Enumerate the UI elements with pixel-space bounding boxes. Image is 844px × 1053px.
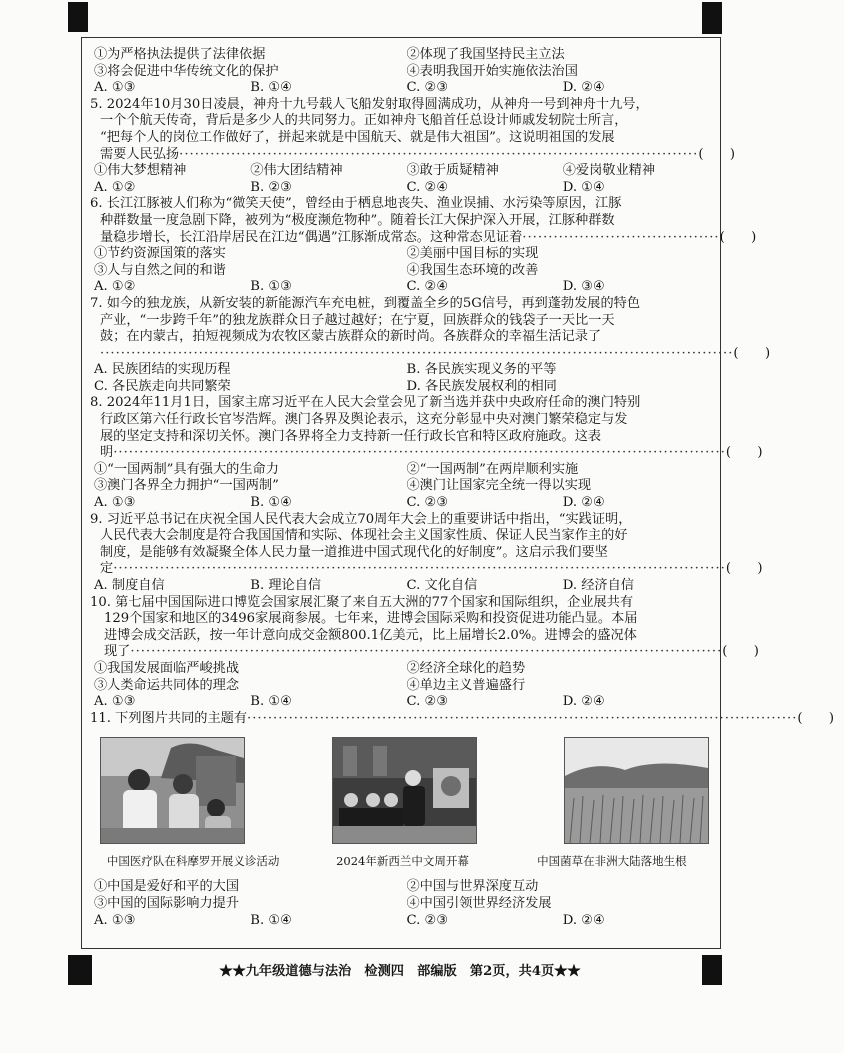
q8-answer-blank[interactable]: ( ) (725, 445, 763, 461)
caption-juncao-grass: 中国菌草在非洲大陆落地生根 (537, 854, 687, 869)
q11-choice-d: D. ②④ (562, 912, 605, 928)
photo-juncao-grass-africa (564, 737, 709, 844)
q10-choice-d: D. ②④ (562, 694, 605, 710)
q6-line-2: 种群数量一度急剧下降，被列为“极度濒危物种”。随着长江大保护深入开展，江豚种群数 (100, 212, 615, 228)
q11-photo-row (100, 737, 709, 847)
q5-stem-end: 需要人民弘扬 (100, 146, 180, 162)
q10-item-3: ③人类命运共同体的理念 (94, 677, 240, 693)
q7-line-2: 产业，“一步跨千年”的独龙族群众日子越过越好；在宁夏，回族群众的钱袋子一天比一天 (100, 312, 615, 328)
q5-choice-d: D. ①④ (562, 179, 605, 195)
q6-item-4: ④我国生态环境的改善 (406, 262, 539, 278)
q9-leader-dots: ······················································································································ (113, 561, 726, 577)
q7-answer-blank[interactable]: ( ) (733, 345, 771, 361)
q5-line-last (90, 146, 735, 164)
q6-item-2: ②美丽中国目标的实现 (406, 246, 539, 262)
q6-choice-c: C. ②④ (406, 279, 449, 295)
q10-answer-blank[interactable]: ( ) (722, 644, 759, 660)
q11-leader-dots: ·········································································································· (247, 710, 798, 726)
q10-choices (90, 694, 715, 711)
q5-line-1: 5. 2024年10月30日凌晨，神舟十九号载人飞船发射取得圆满成功，从神舟一号到神舟十九号， (90, 96, 649, 112)
q10-line-last (90, 644, 759, 661)
q5-answer-blank[interactable]: ( ) (698, 146, 735, 162)
q9-answer-blank[interactable]: ( ) (725, 561, 763, 577)
q7-choice-d: D. 各民族发展权利的相同 (406, 378, 557, 394)
exam-content (90, 47, 835, 929)
q8-choice-d: D. ②④ (562, 495, 605, 511)
q11-item-3: ③中国的国际影响力提升 (94, 895, 240, 911)
q5-items (90, 163, 715, 180)
q11-item-1: ①中国是爱好和平的大国 (94, 879, 240, 895)
q4-choices (90, 80, 715, 97)
q7-leader-dots: ·························································································································· (100, 345, 734, 361)
q8-items-row2 (90, 478, 715, 495)
q7-choices-row2 (90, 379, 715, 396)
q4-items-row1 (90, 47, 715, 64)
q11-choice-c: C. ②③ (406, 912, 449, 928)
q8-choice-a: A. ①③ (94, 495, 136, 511)
q4-item-2: ②体现了我国坚持民主立法 (406, 47, 565, 62)
q8-item-4: ④澳门让国家完全统一得以实现 (406, 478, 592, 494)
q7-line-last (90, 345, 771, 363)
q8-item-3: ③澳门各界全力拥护“一国两制” (94, 478, 279, 494)
q6-item-1: ①节约资源国策的落实 (94, 246, 226, 262)
q4-item-3: ③将会促进中华传统文化的保护 (94, 63, 279, 79)
q6-choice-b: B. ①③ (250, 279, 292, 295)
q5-item-2: ②伟大团结精神 (250, 163, 343, 179)
q11-stem: 11. 下列图片共同的主题有 (90, 710, 248, 726)
q8-item-2: ②“一国两制”在两岸顺利实施 (406, 461, 579, 477)
q5-choices (90, 180, 715, 197)
q7-choice-b: B. 各民族实现义务的平等 (406, 362, 557, 378)
q8-line-1: 8. 2024年11月1日，国家主席习近平在人民大会堂会见了新当选并获中央政府任命的澳门特别 (90, 395, 641, 411)
q11-item-4: ④中国引领世界经济发展 (406, 895, 552, 911)
q6-stem-end: 量稳步增长，长江沿岸居民在江边“偶遇”江豚渐成常态。这种常态见证着 (100, 229, 523, 245)
q9-choice-a: A. 制度自信 (94, 578, 165, 593)
q10-items-row1 (90, 661, 715, 678)
q11-choice-a: A. ①③ (94, 912, 136, 928)
q6-choices (90, 279, 715, 296)
q9-line-2: 人民代表大会制度是符合我国国情和实际、体现社会主义国家性质、保证人民当家作主的好 (100, 528, 628, 544)
q8-choices (90, 495, 715, 512)
q5-item-4: ④爱岗敬业精神 (562, 163, 656, 179)
q7-line-3: 鼓；在内蒙古，拍短视频成为农牧区蒙古族群众的新时尚。各族群众的幸福生活记录了 (100, 329, 602, 345)
q5-choice-b: B. ②③ (250, 179, 292, 195)
q9-choice-d: D. 经济自信 (562, 578, 634, 593)
q11-item-2: ②中国与世界深度互动 (406, 879, 539, 895)
q9-choice-b: B. 理论自信 (250, 578, 322, 593)
q11-stem-line (90, 710, 835, 728)
q10-choice-c: C. ②③ (406, 694, 449, 710)
q11-choice-b: B. ①④ (250, 912, 292, 928)
q10-items-row2 (90, 678, 715, 695)
q10-item-4: ④单边主义普遍盛行 (406, 677, 526, 693)
q8-leader-dots: ······················································································································ (113, 445, 726, 461)
q11-items-row1 (90, 879, 715, 896)
q8-line-2: 行政区第六任行政长官岑浩辉。澳门各界及舆论表示，这充分彰显中央对澳门繁荣稳定与发 (100, 412, 628, 428)
q5-choice-c: C. ②④ (406, 179, 449, 195)
q4-items-row2 (90, 64, 715, 81)
corner-mark-top-left (68, 2, 88, 32)
q8-choice-c: C. ②③ (406, 495, 449, 511)
q10-item-1: ①我国发展面临严峻挑战 (94, 660, 240, 676)
q6-line-last (90, 229, 757, 247)
photo-new-zealand-chinese-week (332, 737, 477, 844)
q7-choice-c: C. 各民族走向共同繁荣 (94, 378, 231, 394)
q5-line-3: “把每个人的岗位工作做好了，拼起来就是中国航天、就是伟大祖国”。这说明祖国的发展 (100, 129, 615, 145)
q7-choice-a: A. 民族团结的实现历程 (94, 362, 231, 378)
q11-answer-blank[interactable]: ( ) (797, 710, 835, 726)
photo-medical-team-illustration (101, 738, 244, 843)
caption-chinese-week: 2024年新西兰中文周开幕 (336, 854, 469, 869)
q9-line-3: 制度，是能够有效凝聚全体人民力量一道推进中国式现代化的好制度”。这启示我们要坚 (100, 544, 608, 560)
q6-choice-d: D. ③④ (562, 279, 605, 295)
q6-items-row2 (90, 263, 715, 280)
q8-item-1: ①“一国两制”具有强大的生命力 (94, 461, 279, 477)
q10-line-2: 129个国家和地区的3496家展商参展。七年来，进博会国际采购和投资促进功能凸显。本届 (104, 611, 638, 627)
q10-line-3: 进博会成交活跃，按一年计意向成交金额800.1亿美元，比上届增长2.0%。进博会的盛况体 (104, 627, 637, 643)
photo-medical-team-comoros (100, 737, 245, 844)
q10-item-2: ②经济全球化的趋势 (406, 660, 526, 676)
q5-choice-a: A. ①② (94, 179, 136, 195)
q6-leader-dots: ······································ (522, 229, 720, 245)
q9-choices (90, 578, 715, 595)
q6-answer-blank[interactable]: ( ) (719, 229, 757, 245)
q10-leader-dots: ·················································································································· (130, 644, 723, 660)
q6-choice-a: A. ①② (94, 279, 136, 295)
q4-choice-b: B. ①④ (250, 80, 292, 96)
caption-medical-team: 中国医疗队在科摩罗开展义诊活动 (106, 854, 280, 869)
q8-stem-end: 明 (100, 445, 114, 461)
q11-choices (90, 913, 715, 930)
q9-line-1: 9. 习近平总书记在庆祝全国人民代表大会成立70周年大会上的重要讲话中指出，“实践证明， (90, 511, 632, 527)
q6-items-row1 (90, 246, 715, 263)
q9-choice-c: C. 文化自信 (406, 578, 478, 593)
q9-line-last (90, 561, 763, 578)
q8-choice-b: B. ①④ (250, 495, 292, 511)
photo-chinese-week-illustration (333, 738, 476, 843)
q10-line-1: 10. 第七届中国国际进口博览会国家展汇聚了来自五大洲的77个国家和国际组织，企业展共有 (90, 594, 634, 610)
q6-item-3: ③人与自然之间的和谐 (94, 262, 226, 278)
q4-item-1: ①为严格执法提供了法律依据 (94, 47, 266, 62)
q8-line-3: 展的坚定支持和深切关怀。澳门各界将全力支持新一任行政长官和特区政府施政。这表 (100, 428, 602, 444)
q5-item-3: ③敢于质疑精神 (406, 163, 499, 179)
q8-items-row1 (90, 462, 715, 479)
q11-captions (90, 853, 715, 875)
q4-choice-c: C. ②③ (406, 80, 449, 96)
q6-line-1: 6. 长江江豚被人们称为“微笑天使”，曾经由于栖息地丧失、渔业误捕、水污染等原因，江豚 (90, 196, 622, 212)
q8-line-last (90, 445, 763, 462)
photo-grass-field-illustration (565, 738, 708, 843)
q5-line-2: 一个个航天传奇，背后是多少人的共同努力。正如神舟飞船首任总设计师戚发轫院士所言， (100, 113, 628, 129)
q4-choice-d: D. ②④ (562, 80, 605, 96)
corner-mark-bottom-left (68, 955, 92, 985)
page-footer: ★★九年级道德与法治 检测四 部编版 第2页，共4页★★ (219, 964, 581, 979)
q10-choice-b: B. ①④ (250, 694, 292, 710)
corner-mark-top-right (702, 2, 722, 34)
q10-choice-a: A. ①③ (94, 694, 136, 710)
q4-choice-a: A. ①③ (94, 80, 136, 96)
q7-choices-row1 (90, 362, 715, 379)
corner-mark-bottom-right (702, 955, 722, 985)
q7-line-1: 7. 如今的独龙族，从新安装的新能源汽车充电桩，到覆盖全乡的5G信号，再到蓬勃发展的特色 (90, 295, 641, 311)
q4-item-4: ④表明我国开始实施依法治国 (406, 63, 578, 79)
q10-stem-end: 现了 (104, 644, 131, 660)
q11-items-row2 (90, 896, 715, 913)
q9-stem-end: 定 (100, 561, 114, 577)
q5-leader-dots: ···································································································· (179, 146, 699, 162)
q5-item-1: ①伟大梦想精神 (94, 163, 187, 179)
